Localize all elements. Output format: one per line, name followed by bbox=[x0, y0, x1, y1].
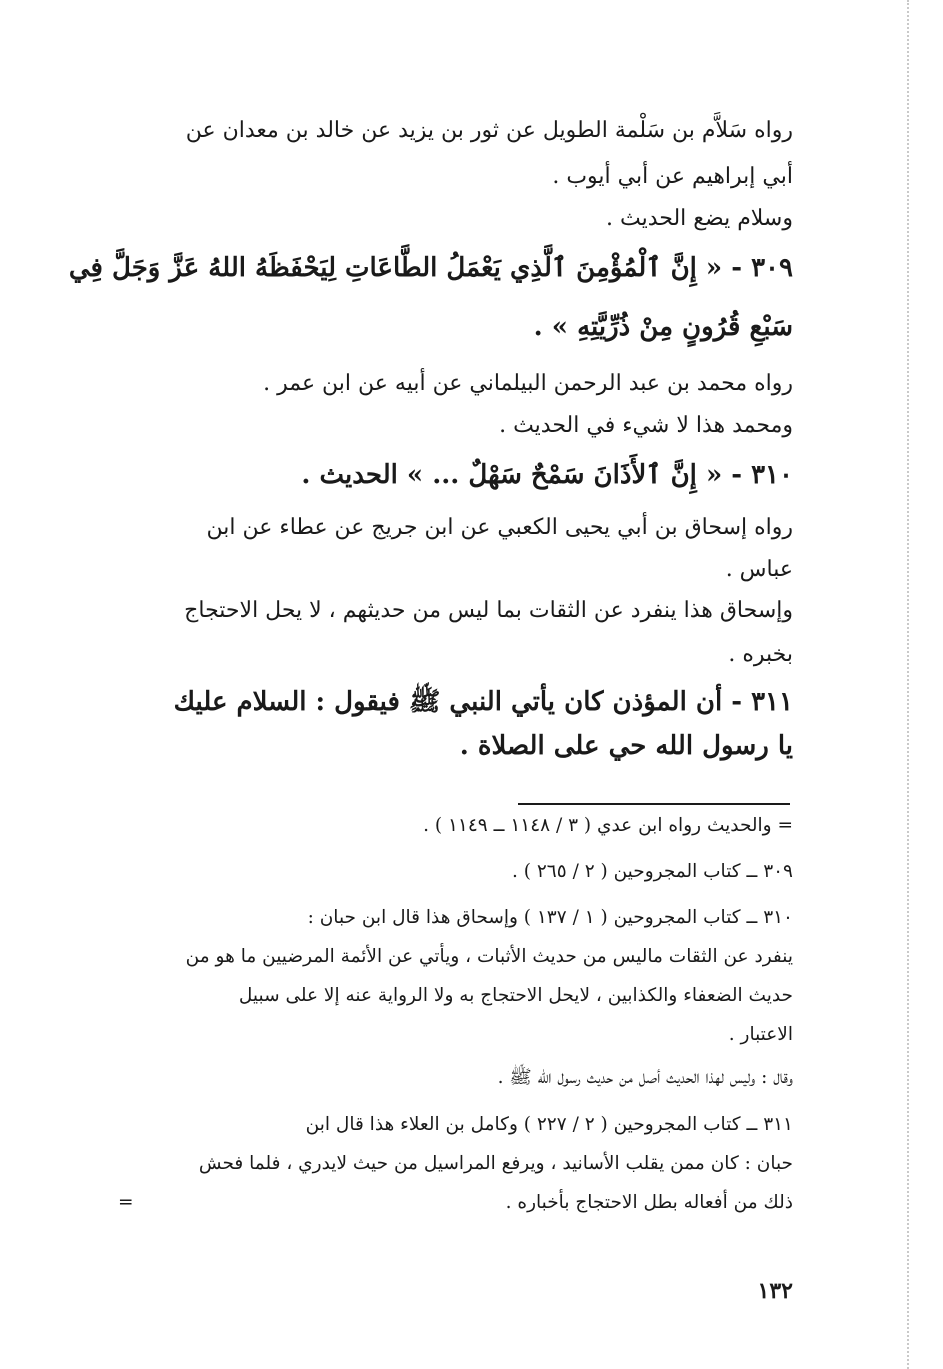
footnote-line: الاعتبار . bbox=[728, 1024, 793, 1045]
page-number: ١٣٢ bbox=[757, 1278, 793, 1304]
text-line: ومحمد هذا لا شيء في الحديث . bbox=[499, 413, 793, 438]
page-edge-mark bbox=[907, 0, 909, 1369]
text-line: وإسحاق هذا ينفرد عن الثقات بما ليس من حديثهم ، لا يحل الاحتجاج bbox=[184, 598, 793, 623]
hadith-heading: ٣٠٩ - « إِنَّ ٱلْمُؤْمِنَ ٱلَّذِي يَعْمَلُ الطَّاعَاتِ لِيَحْفَظَهُ اللهُ عَزَّ وَجَلَّ فِي bbox=[68, 253, 793, 283]
text-line: بخبره . bbox=[728, 642, 793, 667]
footnote-line: ٣٠٩ ــ كتاب المجروحين ( ٢ / ٢٦٥ ) . bbox=[512, 861, 793, 882]
text-line: أبي إبراهيم عن أبي أيوب . bbox=[552, 164, 793, 189]
hadith-heading: ٣١١ - أن المؤذن كان يأتي النبي ﷺ فيقول : السلام عليك bbox=[173, 687, 793, 717]
text-line: رواه محمد بن عبد الرحمن البيلماني عن أبيه عن ابن عمر . bbox=[263, 371, 793, 396]
footnote-line: ذلك من أفعاله بطل الاحتجاج بأخباره . bbox=[505, 1192, 793, 1213]
hadith-heading: سَبْعِ قُرُونٍ مِنْ ذُرِّيَّتِهِ » . bbox=[533, 312, 793, 342]
text-line: رواه سَلاَّم بن سَلْمة الطويل عن ثور بن يزيد عن خالد بن معدان عن bbox=[185, 118, 793, 143]
hadith-heading: يا رسول الله حي على الصلاة . bbox=[459, 731, 793, 761]
footnote-line: حديث الضعفاء والكذابين ، لايحل الاحتجاج به ولا الرواية عنه إلا على سبيل bbox=[238, 985, 793, 1006]
footnote-line: حبان : كان ممن يقلب الأسانيد ، ويرفع المراسيل من حيث لايدري ، فلما فحش bbox=[198, 1153, 793, 1174]
text-line: عباس . bbox=[725, 557, 793, 582]
footnote-line: ٣١١ ــ كتاب المجروحين ( ٢ / ٢٢٧ ) وكامل بن العلاء هذا قال ابن bbox=[305, 1114, 793, 1135]
hadith-heading: ٣١٠ - « إِنَّ ٱلأَذَانَ سَمْحٌ سَهْلٌ ... » الحديث . bbox=[301, 460, 793, 490]
footnote-line: ينفرد عن الثقات ماليس من حديث الأثبات ، ويأتي عن الأئمة المرضيين ما هو من bbox=[185, 946, 793, 967]
footnote-line: = والحديث رواه ابن عدي ( ٣ / ١١٤٨ ــ ١١٤٩ ) . bbox=[423, 815, 793, 836]
continuation-mark: = bbox=[118, 1192, 134, 1213]
footnote-line: وقال : وليس لهذا الحديث أصل من حديث رسول الله ﷺ . bbox=[497, 1067, 793, 1088]
text-line: وسلام يضع الحديث . bbox=[606, 206, 793, 231]
text-line: رواه إسحاق بن أبي يحيى الكعبي عن ابن جريج عن عطاء عن ابن bbox=[206, 515, 793, 540]
footnote-separator bbox=[518, 803, 790, 805]
footnote-line: ٣١٠ ــ كتاب المجروحين ( ١ / ١٣٧ ) وإسحاق هذا قال ابن حبان : bbox=[307, 907, 793, 928]
